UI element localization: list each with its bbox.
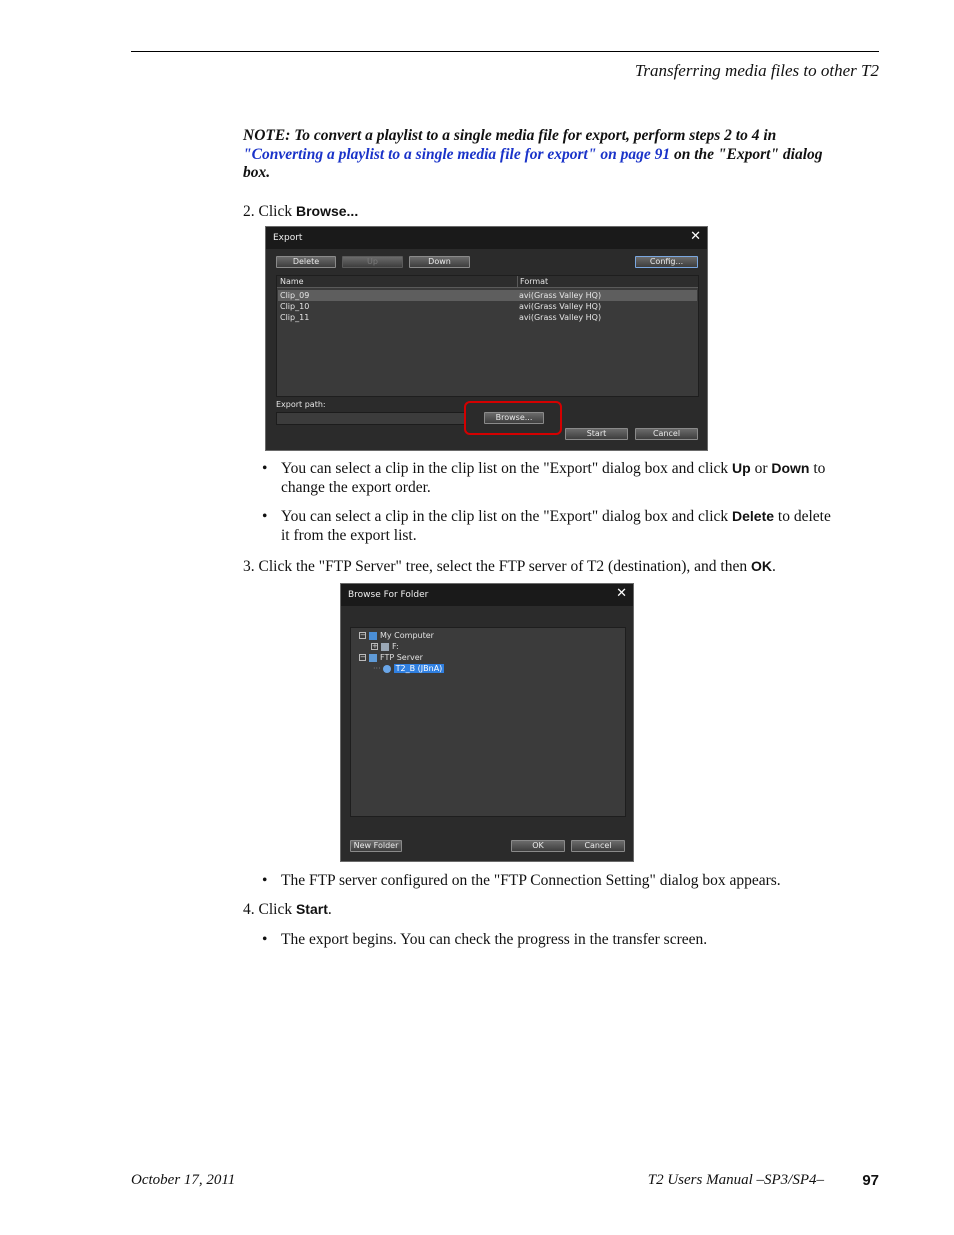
bullet-text: to change the export order.	[281, 460, 826, 496]
bullet-marker: •	[262, 508, 268, 525]
start-button[interactable]: Start	[565, 428, 628, 440]
bullet-text: or	[750, 460, 772, 477]
folder-tree[interactable]	[350, 627, 626, 817]
bullet-ftp-server	[262, 871, 851, 890]
browse-folder-dialog	[340, 583, 634, 862]
bullet-bold: Down	[771, 460, 810, 476]
step-2-text: 2. Click	[243, 203, 296, 220]
step-2	[243, 202, 358, 221]
export-path-label: Export path:	[276, 400, 326, 409]
step-2-bold: Browse...	[295, 203, 359, 219]
ok-button[interactable]: OK	[511, 840, 565, 852]
step-3-bold: OK	[750, 558, 772, 574]
clip-format: avi(Grass Valley HQ)	[519, 291, 602, 300]
export-dialog-title: Export	[266, 227, 707, 249]
step-3	[243, 557, 853, 576]
bullet-bold: Up	[732, 460, 751, 476]
bullet-up-down	[262, 459, 841, 497]
clip-format: avi(Grass Valley HQ)	[519, 313, 602, 322]
step-3-text: 3. Click the "FTP Server" tree, select the FTP server of T2 (destination), and then	[243, 558, 751, 575]
note-prefix: NOTE: To convert a playlist to a single media file for export, perform steps 2 to 4 in	[243, 127, 777, 144]
export-dialog	[265, 226, 708, 451]
drive-icon	[381, 643, 389, 651]
tree-label: T2_B (JBnA)	[395, 664, 443, 673]
collapse-icon[interactable]: −	[360, 653, 366, 661]
page-number: 97	[862, 1172, 879, 1189]
close-icon[interactable]: ✕	[616, 586, 627, 601]
close-icon[interactable]: ✕	[690, 229, 701, 244]
clip-name: Clip_09	[280, 291, 310, 300]
header-rule	[131, 51, 879, 52]
footer-date: October 17, 2011	[131, 1172, 236, 1188]
clip-name: Clip_11	[280, 313, 310, 322]
computer-icon	[369, 632, 377, 640]
column-format[interactable]: Format	[517, 276, 548, 287]
bullet-text: The FTP server configured on the "FTP Connection Setting" dialog box appears.	[281, 872, 781, 889]
collapse-icon[interactable]: −	[360, 631, 366, 639]
tree-node-drive[interactable]	[371, 641, 399, 652]
bullet-marker: •	[262, 460, 268, 477]
bullet-text: The export begins. You can check the progress in the transfer screen.	[281, 931, 708, 948]
bullet-bold: Delete	[732, 508, 775, 524]
step-4	[243, 900, 332, 919]
table-row[interactable]	[278, 312, 697, 323]
browse-button[interactable]: Browse...	[484, 412, 544, 424]
export-path-field[interactable]	[276, 412, 466, 425]
column-name[interactable]: Name	[280, 277, 304, 286]
footer-manual: T2 Users Manual –SP3/SP4–	[647, 1172, 824, 1188]
note-suffix: on the "Export" dialog box.	[243, 145, 823, 181]
cancel-button[interactable]: Cancel	[571, 840, 625, 852]
clip-list-header	[277, 276, 698, 288]
step-3-end: .	[771, 558, 776, 575]
cancel-button[interactable]: Cancel	[635, 428, 698, 440]
step-4-text: 4. Click	[243, 901, 296, 918]
server-icon	[383, 665, 391, 673]
running-header: Transferring media files to other T2	[634, 61, 879, 80]
tree-label: FTP Server	[380, 653, 423, 662]
network-icon	[369, 654, 377, 662]
delete-button[interactable]: Delete	[276, 256, 336, 268]
clip-list[interactable]	[276, 275, 699, 397]
tree-node-my-computer[interactable]	[359, 630, 434, 641]
new-folder-button[interactable]: New Folder	[350, 840, 402, 852]
bullet-text: to delete it from the export list.	[281, 508, 831, 544]
browse-dialog-title: Browse For Folder	[341, 584, 633, 606]
bullet-delete	[262, 507, 841, 545]
step-4-end: .	[327, 901, 332, 918]
note	[243, 127, 833, 183]
down-button[interactable]: Down	[409, 256, 470, 268]
bullet-marker: •	[262, 931, 268, 948]
clip-format: avi(Grass Valley HQ)	[519, 302, 602, 311]
expand-icon[interactable]: +	[372, 642, 378, 650]
config-button[interactable]: Config...	[635, 256, 698, 268]
bullet-text: You can select a clip in the clip list on the "Export" dialog box and click	[281, 460, 733, 477]
tree-connector: ···	[373, 664, 381, 673]
bullet-text: You can select a clip in the clip list on the "Export" dialog box and click	[281, 508, 733, 525]
note-link[interactable]: "Converting a playlist to a single media file for export" on page 91	[243, 145, 671, 163]
bullet-export-begins	[262, 930, 841, 949]
tree-label: F:	[392, 642, 399, 651]
tree-node-t2-b[interactable]	[373, 663, 444, 674]
up-button[interactable]: Up	[342, 256, 403, 268]
tree-node-ftp-server[interactable]	[359, 652, 423, 663]
tree-label: My Computer	[380, 631, 434, 640]
step-4-bold: Start	[295, 901, 328, 917]
table-row[interactable]	[278, 290, 697, 301]
table-row[interactable]	[278, 301, 697, 312]
bullet-marker: •	[262, 872, 268, 889]
clip-name: Clip_10	[280, 302, 310, 311]
